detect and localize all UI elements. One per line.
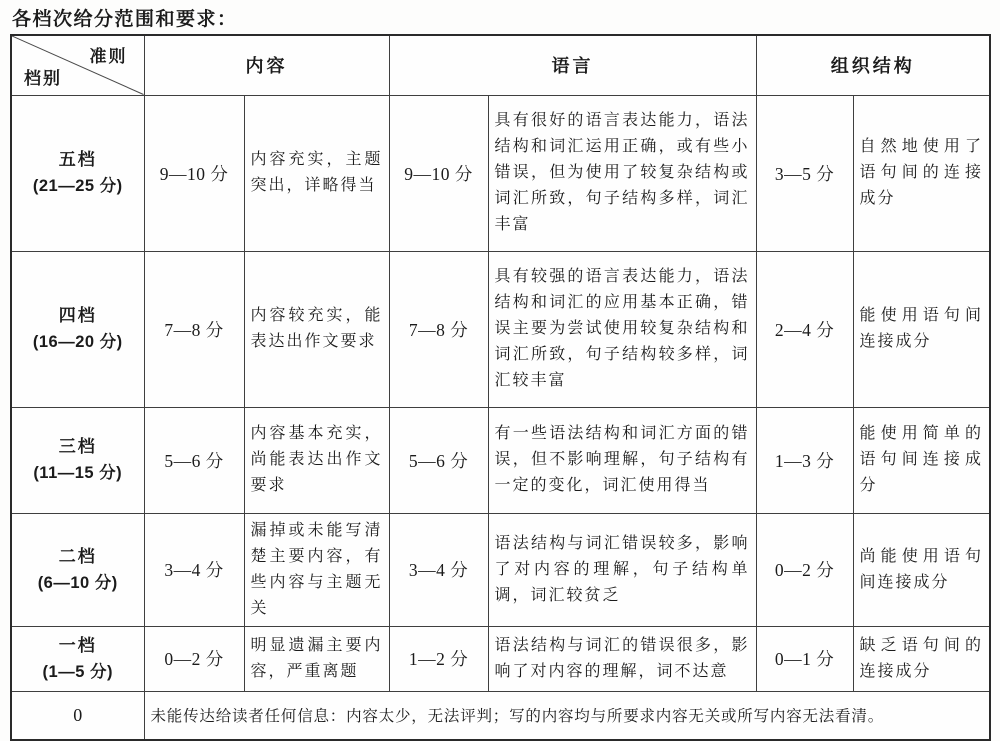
page-title: 各档次给分范围和要求： bbox=[12, 9, 238, 30]
structure-desc: 缺乏语句间的连接成分 bbox=[853, 626, 990, 691]
language-desc: 具有很好的语言表达能力，语法结构和词汇运用正确，或有些小错误，但为使用了较复杂结构或词汇所致，句子结构多样，词汇丰富 bbox=[488, 95, 756, 251]
grading-rubric-table bbox=[10, 34, 991, 741]
structure-score: 0—1 分 bbox=[756, 626, 853, 691]
structure-score: 3—5 分 bbox=[756, 95, 853, 251]
grade-range: (6—10 分) bbox=[37, 573, 118, 592]
language-desc: 语法结构与词汇的错误很多，影响了对内容的理解，词不达意 bbox=[488, 626, 756, 691]
grade-name: 一档 bbox=[58, 635, 97, 655]
grade-name: 四档 bbox=[58, 306, 97, 325]
language-score: 9—10 分 bbox=[389, 95, 488, 251]
content-score: 7—8 分 bbox=[144, 251, 244, 407]
content-score: 5—6 分 bbox=[144, 407, 244, 513]
zero-band-desc: 未能传达给读者任何信息：内容太少，无法评判；写的内容均与所要求内容无关或所写内容无法看清。 bbox=[144, 691, 990, 740]
structure-score: 0—2 分 bbox=[756, 513, 853, 626]
content-score: 0—2 分 bbox=[144, 626, 244, 691]
content-desc: 明显遗漏主要内容，严重离题 bbox=[244, 626, 389, 691]
grade-name: 二档 bbox=[58, 546, 97, 566]
content-desc: 内容基本充实，尚能表达出作文要求 bbox=[244, 407, 389, 513]
header-row bbox=[11, 35, 990, 95]
language-desc: 语法结构与词汇错误较多，影响了对内容的理解，句子结构单调，词汇较贫乏 bbox=[488, 513, 756, 626]
grade-level bbox=[11, 251, 144, 407]
language-desc: 有一些语法结构和词汇方面的错误，但不影响理解，句子结构有一定的变化，词汇使用得当 bbox=[488, 407, 756, 513]
grade-range: (16—20 分) bbox=[32, 333, 123, 351]
grade-name: 五档 bbox=[58, 150, 97, 169]
table-row-band0 bbox=[11, 691, 990, 740]
structure-desc: 尚能使用语句间连接成分 bbox=[853, 513, 990, 626]
language-score: 3—4 分 bbox=[389, 513, 488, 626]
grade-name: 三档 bbox=[58, 437, 97, 456]
content-desc: 内容较充实，能表达出作文要求 bbox=[244, 251, 389, 407]
grade-level bbox=[11, 95, 144, 251]
structure-desc: 自然地使用了语句间的连接成分 bbox=[853, 95, 990, 251]
corner-label-grade: 档别 bbox=[24, 68, 62, 88]
language-score: 7—8 分 bbox=[389, 251, 488, 407]
table-row-band2 bbox=[11, 513, 990, 626]
language-desc: 具有较强的语言表达能力，语法结构和词汇的应用基本正确，错误主要为尝试使用较复杂结构和词汇所致，句子结构较多样，词汇较丰富 bbox=[488, 251, 756, 407]
grade-level bbox=[11, 513, 144, 626]
content-score: 9—10 分 bbox=[144, 95, 244, 251]
grade-level bbox=[11, 626, 144, 691]
corner-cell bbox=[11, 35, 144, 95]
structure-score: 2—4 分 bbox=[756, 251, 853, 407]
column-header-content: 内容 bbox=[144, 35, 389, 95]
grade-level-zero: 0 bbox=[11, 691, 144, 740]
grade-level bbox=[11, 407, 144, 513]
table-row-band3 bbox=[11, 407, 990, 513]
language-score: 5—6 分 bbox=[389, 407, 488, 513]
structure-score: 1—3 分 bbox=[756, 407, 853, 513]
language-score: 1—2 分 bbox=[389, 626, 488, 691]
grade-range: (21—25 分) bbox=[32, 177, 123, 195]
structure-desc: 能使用语句间连接成分 bbox=[853, 251, 990, 407]
grade-range: (1—5 分) bbox=[42, 662, 113, 681]
grade-range: (11—15 分) bbox=[33, 464, 123, 482]
table-row-band1 bbox=[11, 626, 990, 691]
table-row-band5 bbox=[11, 95, 990, 251]
corner-label-criteria: 准则 bbox=[89, 47, 128, 66]
structure-desc: 能使用简单的语句间连接成分 bbox=[853, 407, 990, 513]
content-score: 3—4 分 bbox=[144, 513, 244, 626]
content-desc: 内容充实，主题突出，详略得当 bbox=[244, 95, 389, 251]
content-desc: 漏掉或未能写清楚主要内容，有些内容与主题无关 bbox=[244, 513, 389, 626]
column-header-structure: 组织结构 bbox=[756, 35, 990, 95]
table-row-band4 bbox=[11, 251, 990, 407]
column-header-language: 语言 bbox=[389, 35, 756, 95]
